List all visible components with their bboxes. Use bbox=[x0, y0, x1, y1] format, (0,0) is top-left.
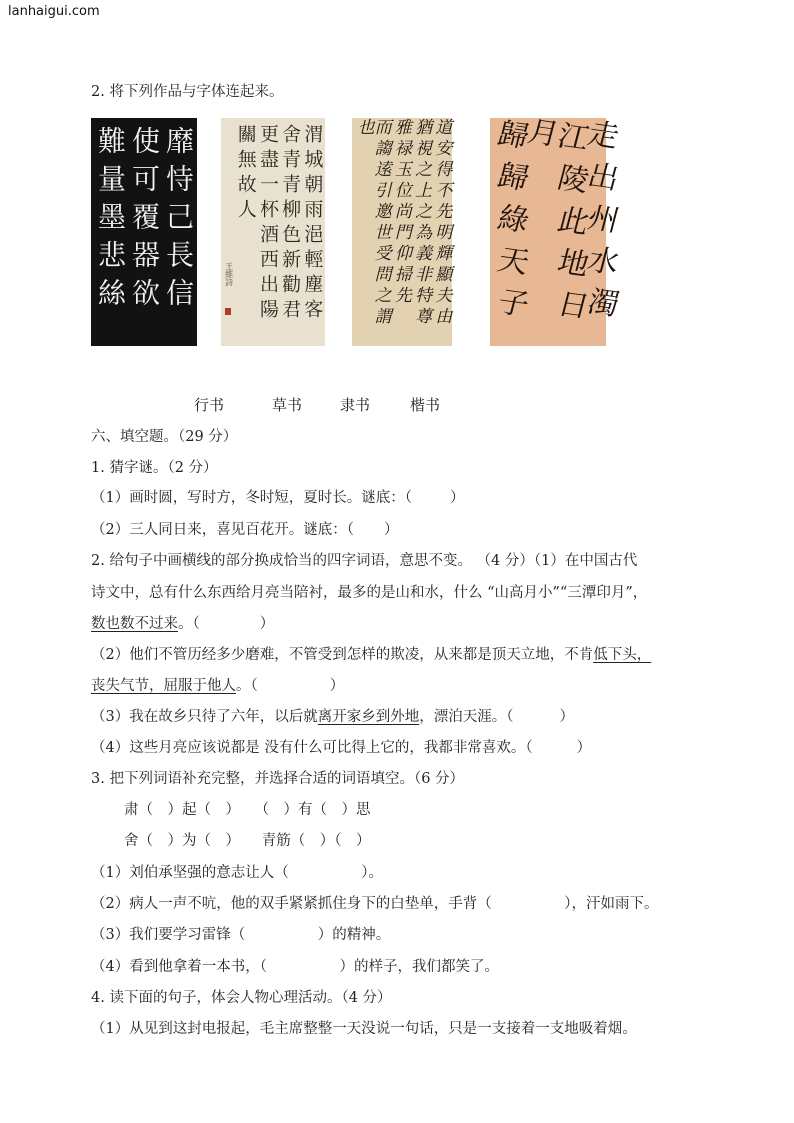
q2b-item-3-end: ，漂泊天涯。（ bbox=[419, 709, 514, 725]
answer-close-paren: ） bbox=[329, 678, 345, 694]
q2b-item-4-text: （4）这些月亮应该说都是 没有什么可比得上它的，我都非常喜欢。（ bbox=[91, 740, 533, 756]
q1-title: 1. 猜字谜。（2 分） bbox=[91, 460, 218, 476]
q1-item-2 bbox=[91, 520, 398, 540]
q4-title: 4. 读下面的句子，体会人物心理活动。（4 分） bbox=[91, 990, 392, 1006]
q4-item-1: （1）从见到这封电报起，毛主席整整一天没说一句话，只是一支接着一支地吸着烟。 bbox=[91, 1021, 637, 1037]
calligraphy-column: 江陵此地日月 bbox=[520, 113, 585, 333]
q3-item-2: （2）病人一声不吭，他的双手紧紧抓住身下的白垫单，手背（ ），汗如雨下。 bbox=[91, 896, 659, 912]
calligraphy-column: 猶視之上之為義非特尊 bbox=[411, 118, 432, 328]
underlined-phrase: 离开家乡到外地 bbox=[317, 709, 420, 725]
q1-item-1-text: （1）画时圆，写时方，冬时短，夏时长。谜底：（ bbox=[91, 490, 412, 506]
q2b-line-3 bbox=[91, 614, 274, 634]
q2b-item-2-end: 。（ bbox=[236, 678, 258, 694]
calligraphy-column: 舍青青柳色新勸君 bbox=[279, 124, 302, 324]
q2b-line-2: 诗文中，总有什么东西给月亮当陪衬，最多的是山和水，什么 “山高月小”“三潭印月”， bbox=[91, 585, 648, 601]
section-6-title: 六、填空题。（29 分） bbox=[91, 429, 238, 445]
calligraphy-image-kaishu bbox=[91, 118, 197, 346]
calligraphy-column: 雅禄玉位尚門仰掃先 bbox=[390, 118, 411, 307]
calligraphy-column: 關無故人 bbox=[234, 124, 257, 224]
font-type-caoshu: 草书 bbox=[272, 396, 303, 414]
calligraphy-image-caoshu bbox=[490, 113, 615, 346]
site-watermark: lanhaigui.com bbox=[8, 4, 100, 19]
q3-item-4: （4）看到他拿着一本书，（ ）的样子，我们都笑了。 bbox=[91, 959, 499, 975]
font-type-xingshu: 行书 bbox=[194, 396, 225, 414]
q1-item-1 bbox=[91, 488, 464, 508]
q3-title: 3. 把下列词语补充完整，并选择合适的词语填空。（6 分） bbox=[91, 771, 465, 787]
q1-item-2-text: （2）三人同日来，喜见百花开。谜底：（ bbox=[91, 522, 354, 538]
underlined-phrase: 数也数不过来 bbox=[91, 616, 178, 632]
calligraphy-column: 難量墨悲絲 bbox=[94, 126, 127, 316]
q2b-line-3-end: 。（ bbox=[178, 616, 200, 632]
calligraphy-column: 歸歸綠天子 bbox=[490, 115, 525, 331]
q2b-item-3-text: （3）我在故乡只待了六年，以后就 bbox=[91, 709, 318, 725]
seal-stamp bbox=[225, 308, 231, 315]
calligraphy-column: 走出州水濁 bbox=[580, 115, 615, 331]
q2b-item-3 bbox=[91, 707, 574, 727]
calligraphy-column: 使可覆器欲 bbox=[128, 126, 161, 316]
answer-close-paren: ） bbox=[259, 616, 275, 632]
calligraphy-image-lishu bbox=[221, 118, 325, 346]
calligraphy-column: 而謅逺引邀世受問之謂也 bbox=[353, 118, 391, 328]
q3-item-1: （1）刘伯承坚强的意志让人（ ）。 bbox=[91, 865, 383, 881]
calligraphy-column: 靡恃己長信 bbox=[162, 126, 195, 316]
question-2-title: 2. 将下列作品与字体连起来。 bbox=[91, 84, 284, 100]
q3-item-3: （3）我们要学习雷锋（ ）的精神。 bbox=[91, 927, 391, 943]
q2b-title: 2. 给句子中画横线的部分换成恰当的四字词语，意思不变。 （4 分）（1）在中国古代 bbox=[91, 553, 638, 569]
q3-word-row-1: 肃（ ）起（ ） （ ）有（ ）思 bbox=[124, 802, 371, 818]
answer-close-paren: ） bbox=[576, 740, 592, 756]
font-type-lishu: 隶书 bbox=[340, 396, 371, 414]
calligraphy-column: 渭城朝雨浥輕塵客 bbox=[301, 124, 324, 324]
calligraphy-column: 道安得不先明輝顯夫由 bbox=[431, 118, 452, 328]
calligraphy-inscription: 王維詩 bbox=[224, 262, 234, 286]
q2b-item-4 bbox=[91, 738, 591, 758]
calligraphy-column: 更盡一杯酒西出陽 bbox=[256, 124, 279, 324]
q3-word-row-2: 舍（ ）为（ ） 青筋（ ）（ ） bbox=[124, 833, 371, 849]
underlined-phrase: 低下头， bbox=[593, 647, 652, 663]
answer-close-paren: ） bbox=[383, 522, 399, 538]
calligraphy-image-xingshu bbox=[352, 118, 452, 346]
q2b-item-2-cont bbox=[91, 676, 344, 696]
q2b-item-2 bbox=[91, 645, 651, 665]
q2b-item-2-text: （2）他们不管历经多少磨难，不管受到怎样的欺凌，从来都是顶天立地，不肯 bbox=[91, 647, 594, 663]
answer-close-paren: ） bbox=[559, 709, 574, 725]
font-type-kaishu: 楷书 bbox=[410, 396, 441, 414]
underlined-phrase: 丧失气节，屈服于他人 bbox=[91, 678, 236, 694]
answer-close-paren: ） bbox=[449, 490, 465, 506]
